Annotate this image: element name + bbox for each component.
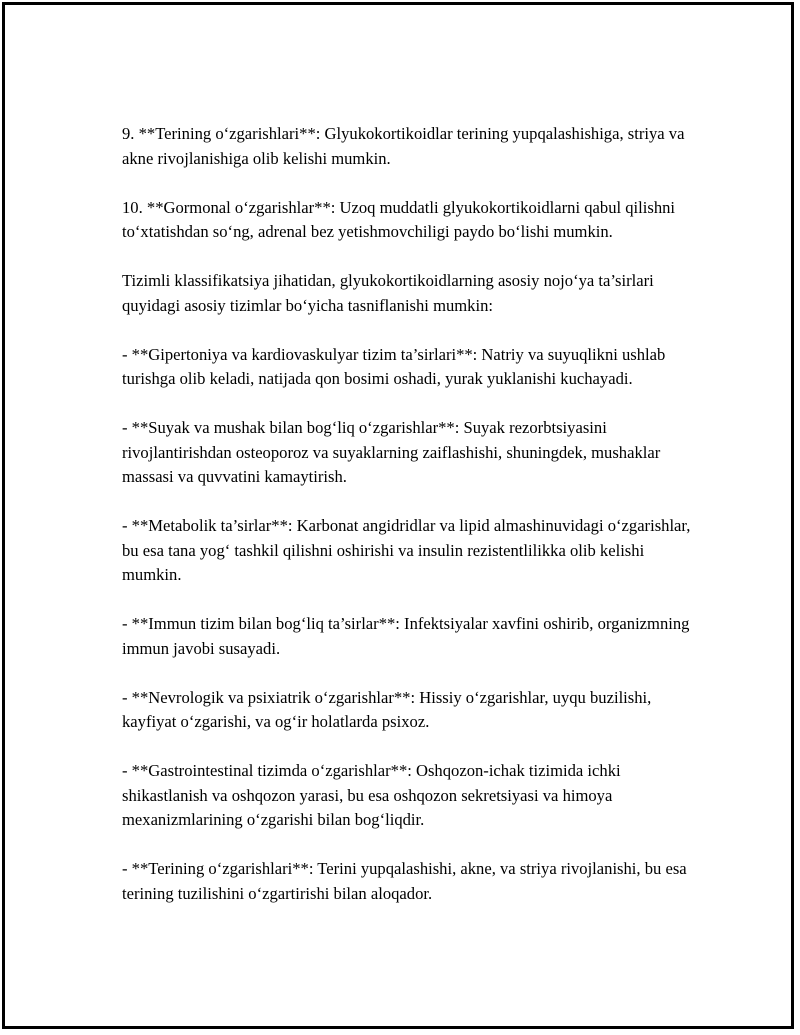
page-content	[122, 122, 692, 931]
list-item-immune: - **Immun tizim bilan bog‘liq ta’sirlar**: Infektsiyalar xavfini oshirib, organizmning immun javobi susayadi.	[122, 614, 690, 658]
list-item-skin: - **Terining o‘zgarishlari**: Terini yupqalashishi, akne, va striya rivojlanishi, bu esa terining tuzilishini o‘zgartirishi bilan aloqador.	[122, 859, 687, 903]
list-item-metabolic: - **Metabolik ta’sirlar**: Karbonat angidridlar va lipid almashinuvidagi o‘zgarishlar, bu esa tana yog‘ tashkil qilishni oshirishi va insulin rezistentlilikka olib kelishi mumkin.	[122, 516, 691, 584]
list-item-bone-muscle: - **Suyak va mushak bilan bog‘liq o‘zgarishlar**: Suyak rezorbtsiyasini rivojlantirishdan osteoporoz va suyaklarning zaiflashishi, shuningdek, mushaklar massasi va quvvatini kamaytirish.	[122, 418, 661, 486]
list-item-neuro-psychiatric: - **Nevrologik va psixiatrik o‘zgarishlar**: Hissiy o‘zgarishlar, uyqu buzilishi, kayfiyat o‘zgarishi, va og‘ir holatlarda psixoz.	[122, 687, 652, 731]
list-item-gastrointestinal: - **Gastrointestinal tizimda o‘zgarishlar**: Oshqozon-ichak tizimida ichki shikastlanish va oshqozon yarasi, bu esa oshqozon sekretsiyasi va himoya mexanizmlarining o‘zgarishi bilan bog‘liqdir.	[122, 761, 621, 829]
paragraph-item-10-hormonal-changes: 10. **Gormonal o‘zgarishlar**: Uzoq muddatli glyukokortikoidlarni qabul qilishni to‘xtatishdan so‘ng, adrenal bez yetishmovchiligi paydo bo‘lishi mumkin.	[122, 197, 676, 241]
page-frame	[2, 2, 794, 1029]
paragraph-systemic-classification-intro: Tizimli klassifikatsiya jihatidan, glyukokortikoidlarning asosiy nojo‘ya ta’sirlari quyidagi asosiy tizimlar bo‘yicha tasniflanishi mumkin:	[122, 271, 654, 315]
paragraph-item-9-skin-changes: 9. **Terining o‘zgarishlari**: Glyukokortikoidlar terining yupqalashishiga, striya va akne rivojlanishiga olib kelishi mumkin.	[122, 124, 685, 168]
list-item-cardiovascular: - **Gipertoniya va kardiovaskulyar tizim ta’sirlari**: Natriy va suyuqlikni ushlab turishga olib keladi, natijada qon bosimi oshadi, yurak yuklanishi kuchayadi.	[122, 344, 666, 388]
